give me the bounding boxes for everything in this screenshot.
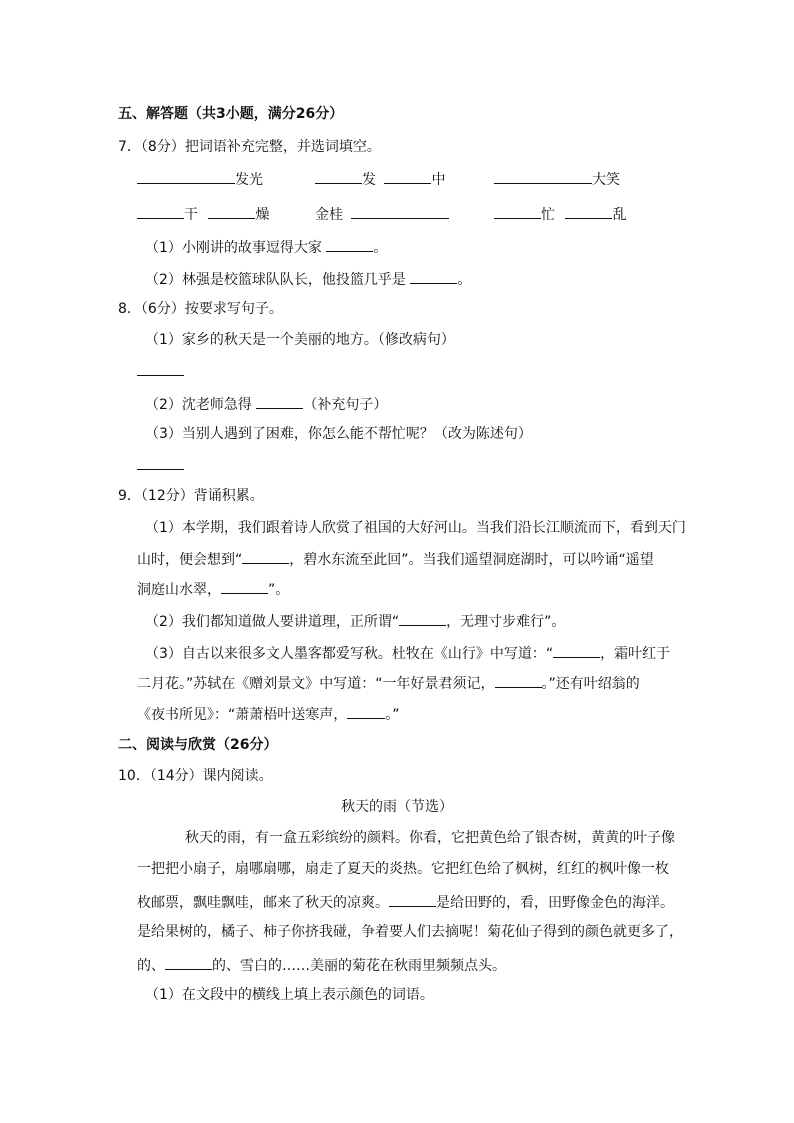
q8-answer-line-1 [137, 360, 184, 382]
answer-blank[interactable] [256, 393, 303, 409]
answer-blank[interactable] [208, 203, 255, 219]
answer-blank[interactable] [347, 703, 385, 719]
section-five-heading: 五、解答题（共3小题，满分26分） [118, 106, 344, 122]
q7-row2-item1: 干 燥 [137, 203, 269, 225]
answer-blank[interactable] [315, 168, 362, 184]
q9-s1-line2: 山时，便会想到“ ，碧水东流至此回”。当我们遥望洞庭湖时，可以吟诵“遥望 [137, 548, 654, 570]
q7-row2-item2: 金桂 [315, 203, 449, 225]
q9-s3-line2: 二月花。”苏轼在《赠刘景文》中写道：“一年好景君须记， 。”还有叶绍翁的 [137, 672, 640, 694]
q9-s1-line1: （1）本学期，我们跟着诗人欣赏了祖国的大好河山。当我们沿长江顺流而下，看到天门 [145, 520, 686, 536]
answer-blank[interactable] [495, 672, 542, 688]
q9-s3-line1: （3）自古以来很多文人墨客都爱写秋。杜牧在《山行》中写道：“ ，霜叶红于 [145, 642, 670, 664]
q9-s2: （2）我们都知道做人要讲道理，正所谓“ ，无理寸步难行”。 [145, 610, 565, 632]
q8-answer-line-3 [137, 454, 184, 476]
passage-line-3: 枚邮票，飘哇飘哇，邮来了秋天的凉爽。 是给田野的，看，田野像金色的海洋。 [137, 891, 674, 913]
answer-blank[interactable] [399, 610, 446, 626]
q8-stem: 8．（6分）按要求写句子。 [118, 301, 283, 317]
answer-blank[interactable] [137, 360, 184, 376]
answer-blank[interactable] [137, 168, 235, 184]
answer-blank[interactable] [165, 954, 212, 970]
answer-blank[interactable] [565, 203, 612, 219]
passage-line-5: 的、 的、雪白的……美丽的菊花在秋雨里频频点头。 [137, 954, 506, 976]
answer-blank[interactable] [384, 168, 431, 184]
answer-blank[interactable] [389, 891, 436, 907]
q7-sentence-2: （2）林强是校篮球队队长，他投篮几乎是 。 [145, 268, 471, 290]
q10-sub-question-1: （1）在文段中的横线上填上表示颜色的词语。 [145, 987, 434, 1003]
answer-blank[interactable] [137, 454, 184, 470]
answer-blank[interactable] [221, 578, 268, 594]
answer-blank[interactable] [553, 642, 600, 658]
passage-line-1: 秋天的雨，有一盒五彩缤纷的颜料。你看，它把黄色给了银杏树，黄黄的叶子像 [185, 830, 675, 846]
answer-blank[interactable] [326, 236, 373, 252]
answer-blank[interactable] [494, 168, 592, 184]
answer-blank[interactable] [351, 203, 449, 219]
answer-blank[interactable] [137, 203, 184, 219]
q9-stem: 9．（12分）背诵积累。 [118, 488, 264, 504]
passage-line-2: 一把把小扇子，扇哪扇哪，扇走了夏天的炎热。它把红色给了枫树，红红的枫叶像一枚 [137, 861, 669, 877]
q8-sentence-3: （3）当别人遇到了困难，你怎么能不帮忙呢？（改为陈述句） [145, 426, 532, 442]
q10-stem: 10．（14分）课内阅读。 [118, 768, 273, 784]
q8-sentence-1: （1）家乡的秋天是一个美丽的地方。（修改病句） [145, 332, 455, 348]
section-two-heading: 二、阅读与欣赏（26分） [118, 737, 278, 753]
answer-blank[interactable] [242, 548, 289, 564]
q7-stem: 7．（8分）把词语补充完整，并选词填空。 [118, 139, 381, 155]
q9-s1-line3: 洞庭山水翠， ”。 [137, 578, 289, 600]
passage-title: 秋天的雨（节选） [341, 799, 453, 815]
answer-blank[interactable] [410, 268, 457, 284]
q7-row2-item3: 忙 乱 [494, 203, 626, 225]
passage-line-4: 是给果树的，橘子、柿子你挤我碰，争着要人们去摘呢！菊花仙子得到的颜色就更多了， [137, 924, 683, 940]
q8-sentence-2: （2）沈老师急得 （补充句子） [145, 393, 387, 415]
q7-sentence-1: （1）小刚讲的故事逗得大家 。 [145, 236, 387, 258]
q7-row1-item3: 大笑 [494, 168, 620, 190]
q7-row1-item1: 发光 [137, 168, 263, 190]
answer-blank[interactable] [494, 203, 541, 219]
q9-s3-line3: 《夜书所见》：“萧萧梧叶送寒声， 。” [137, 703, 400, 725]
q7-row1-item2: 发 中 [315, 168, 445, 190]
